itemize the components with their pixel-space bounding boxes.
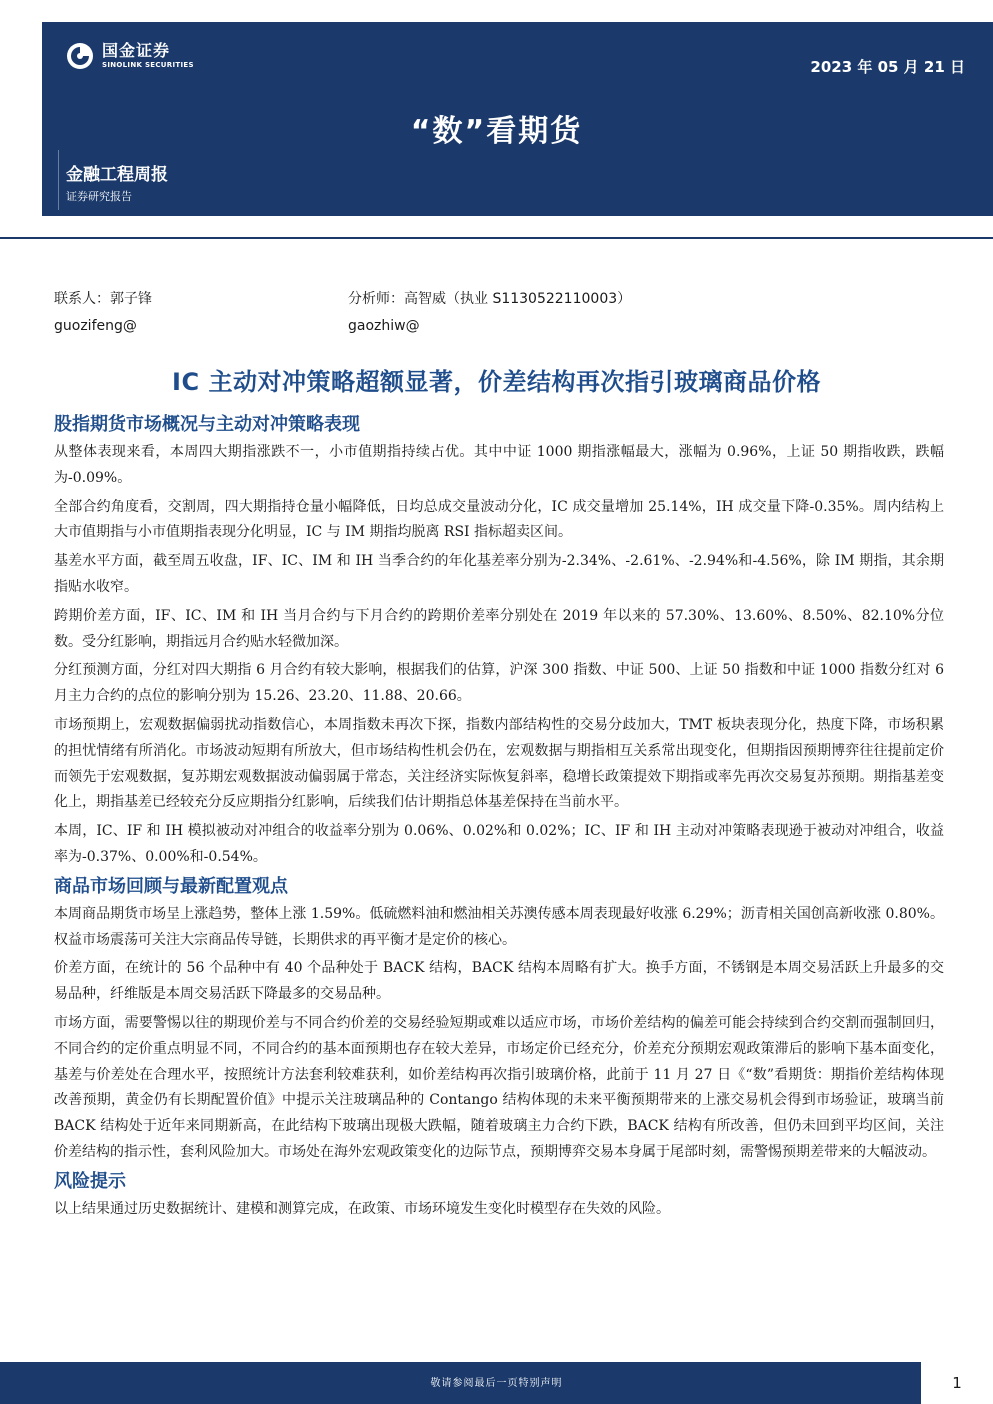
paragraph: 全部合约角度看，交割周，四大期指持仓量小幅降低，日均总成交量波动分化，IC 成交量增加 25.14%，IH 成交量下降-0.35%。周内结构上大市值期指与小市值期指表现分化明显，IC 与 IM 期指均脱离 RSI 指标超卖区间。 [54, 498, 944, 541]
banner-divider [58, 150, 59, 210]
report-headline: IC 主动对冲策略超额显著，价差结构再次指引玻璃商品价格 [172, 368, 821, 396]
logo [66, 42, 194, 70]
contact-email[interactable]: guozifeng@ [54, 318, 137, 334]
paragraph: 本周商品期货市场呈上涨趋势，整体上涨 1.59%。低硫燃料油和燃油相关苏澳传感本周表现最好收涨 6.29%；沥青相关国创高新收涨 0.80%。权益市场震荡可关注大宗商品传导链，长期供求的再平衡才是定价的核心。 [54, 905, 944, 948]
section-commodity-market [54, 874, 944, 1166]
paragraph: 价差方面，在统计的 56 个品种中有 40 个品种处于 BACK 结构，BACK 结构本周略有扩大。换手方面，不锈钢是本周交易活跃上升最多的交易品种，纤维版是本周交易活跃下降最多的交易品种。 [54, 960, 944, 1003]
paragraph: 从整体表现来看，本周四大期指涨跌不一，小市值期指持续占优。其中中证 1000 期指涨幅最大，涨幅为 0.96%，上证 50 期指收跌，跌幅为-0.09%。 [54, 444, 944, 486]
paragraph: 市场预期上，宏观数据偏弱扰动指数信心，本周指数未再次下探，指数内部结构性的交易分歧加大，TMT 板块表现分化，热度下降，市场积累的担忧情绪有所消化。市场波动短期有所放大，但市场结构性机会仍在，宏观数据与期指相互关系常出现变化，但期指因预期博弈往往提前定价而领先于宏观数据，复苏期宏观数据波动偏弱属于常态，关注经济实际恢复斜率，稳增长政策提效下期指或率先再次交易复苏预期。期指基差变化上，期指基差已经较充分反应期指分红影响，后续我们估计期指总体基差保持在当前水平。 [54, 716, 944, 811]
paragraph: 跨期价差方面，IF、IC、IM 和 IH 当月合约与下月合约的跨期价差率分别处在 2019 年以来的 57.30%、13.60%、8.50%、82.10%分位数。受分红影响，期指远月合约贴水轻微加深。 [54, 607, 944, 650]
analyst-label: 分析师：高智威（执业 S1130522110003） [348, 291, 632, 307]
section-heading: 商品市场回顾与最新配置观点 [54, 875, 288, 897]
paragraph: 分红预测方面，分红对四大期指 6 月合约有较大影响，根据我们的估算，沪深 300 指数、中证 500、上证 50 指数和中证 1000 指数分红对 6 月主力合约的点位的影响分别为 15.26、23.20、11.88、20.66。 [54, 662, 944, 705]
paragraph: 本周，IC、IF 和 IH 模拟被动对冲组合的收益率分别为 0.06%、0.02%和 0.02%；IC、IF 和 IH 主动对冲策略表现逊于被动对冲组合，收益率为-0.37%、0.00%和-0.54%。 [54, 823, 944, 865]
report-date: 2023 年 05 月 21 日 [810, 58, 965, 76]
section-risk-warning [54, 1169, 944, 1223]
analyst-email[interactable]: gaozhiw@ [348, 318, 420, 334]
report-type: 金融工程周报 [66, 165, 168, 185]
paragraph: 基差水平方面，截至周五收盘，IF、IC、IM 和 IH 当季合约的年化基差率分别为-2.34%、-2.61%、-2.94%和-4.56%，除 IM 期指，其余期指贴水收窄。 [54, 553, 944, 595]
logo-cn: 国金证券 [102, 41, 171, 60]
logo-icon [66, 42, 94, 70]
footer-notice: 敬请参阅最后一页特别声明 [430, 1378, 563, 1389]
paragraph: 市场方面，需要警惕以往的期现价差与不同合约价差的交易经验短期或难以适应市场，市场价差结构的偏差可能会持续到合约交割而强制回归，不同合约的定价重点明显不同，不同合约的基本面预期也存在较大差异，市场定价已经充分，价差充分预期宏观政策滞后的影响下基本面变化，基差与价差处在合理水平，按照统计方法套利较难获利，如价差结构再次指引玻璃价格，此前于 11 月 27 日《“数”看期货：期指价差结构体现改善预期，黄金仍有长期配置价值》中提示关注玻璃品种的 Contango 结构体现的未来平衡预期带来的上涨交易机会得到市场验证，玻璃当前 BACK 结构处于近年来同期新高，在此结构下玻璃出现极大跌幅，随着玻璃主力合约下跌，BACK 结构有所改善，但仍未回到平均区间，关注价差结构的指示性，套利风险加大。市场处在海外宏观政策变化的边际节点，预期博弈交易本身属于尾部时刻，需警惕预期差带来的大幅波动。 [54, 1014, 944, 1160]
contact-label: 联系人：郭子锋 [54, 291, 152, 307]
contact-row-emails [54, 312, 954, 340]
report-body [54, 412, 944, 1226]
page-title: “数”看期货 [410, 114, 583, 149]
contacts-block [54, 284, 954, 340]
section-heading: 风险提示 [54, 1170, 126, 1192]
page-number: 1 [921, 1362, 993, 1404]
section-stock-index-futures [54, 412, 944, 871]
report-subtitle: 证券研究报告 [66, 190, 132, 203]
section-heading: 股指期货市场概况与主动对冲策略表现 [54, 414, 360, 435]
paragraph: 以上结果通过历史数据统计、建模和测算完成，在政策、市场环境发生变化时模型存在失效的风险。 [54, 1200, 670, 1217]
contact-row-names [54, 284, 954, 312]
header-rule [0, 237, 993, 239]
logo-en: SINOLINK SECURITIES [102, 61, 194, 69]
